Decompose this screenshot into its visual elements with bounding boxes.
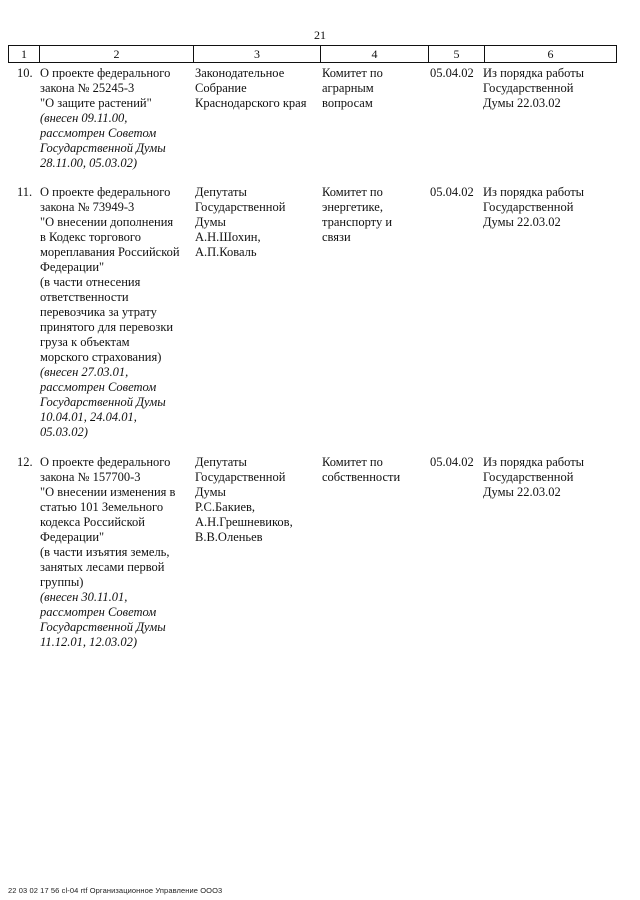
cell-line: в Кодекс торгового [40,230,141,244]
cell-line: Краснодарского края [195,96,307,110]
cell-line: Государственной [195,200,286,214]
cell-line: собственности [322,470,401,484]
cell-line: закона № 157700-3 [40,470,141,484]
cell-line: "О защите растений" [40,96,152,110]
bill-title [40,185,192,440]
cell-line: Государственной Думы [40,395,166,409]
cell-line: мореплавания Российской [40,245,180,259]
cell-line: груза к объектам [40,335,130,349]
responsible-committee [322,185,427,245]
header-col-6: 6 [547,47,554,61]
responsible-committee [322,66,427,111]
cell-line: рассмотрен Советом [40,126,157,140]
cell-line: транспорту и [322,215,393,229]
cell-line: Государственной [483,470,574,484]
review-date: 05.04.02 [430,455,474,469]
cell-line: "О внесении изменения в [40,485,176,499]
cell-line: Думы 22.03.02 [483,96,561,110]
basis-note [483,66,613,111]
cell-line: группы) [40,575,84,589]
cell-line: вопросам [322,96,373,110]
review-date: 05.04.02 [430,66,474,80]
cell-line: А.П.Коваль [195,245,257,259]
cell-line: Р.С.Бакиев, [195,500,256,514]
review-date: 05.04.02 [430,185,474,199]
cell-line: закона № 73949-3 [40,200,135,214]
cell-line: А.Н.Грешневиков, [195,515,293,529]
cell-line: "О внесении дополнения [40,215,174,229]
cell-line: Думы [195,485,226,499]
cell-line: закона № 25245-3 [40,81,135,95]
cell-line: Депутаты [195,185,247,199]
row-number: 10. [17,66,33,80]
cell-line: Законодательное [195,66,285,80]
cell-line: перевозчика за утрату [40,305,157,319]
cell-line: Государственной [195,470,286,484]
cell-line: 11.12.01, 12.03.02) [40,635,137,649]
header-col-1: 1 [9,46,40,62]
cell-line: (внесен 09.11.00, [40,111,128,125]
cell-line: В.В.Оленьев [195,530,263,544]
cell-line: (в части изъятия земель, [40,545,170,559]
row-number: 12. [17,455,33,469]
cell-line: Депутаты [195,455,247,469]
cell-line: (внесен 30.11.01, [40,590,128,604]
cell-line: Из порядка работы [483,185,585,199]
cell-line: Комитет по [322,66,383,80]
cell-line: рассмотрен Советом [40,605,157,619]
cell-line: связи [322,230,351,244]
cell-line: принятого для перевозки [40,320,174,334]
cell-line: Комитет по [322,185,383,199]
cell-line: кодекса Российской [40,515,145,529]
cell-line: О проекте федерального [40,66,171,80]
cell-line: Думы [195,215,226,229]
cell-line: Федерации" [40,260,105,274]
cell-line: А.Н.Шохин, [195,230,261,244]
cell-line: энергетике, [322,200,383,214]
cell-line: Государственной Думы [40,141,166,155]
header-col-4: 4 [321,46,429,62]
table-header [8,45,617,63]
bill-author [195,185,319,260]
basis-note [483,455,613,500]
bill-author [195,66,319,111]
cell-line: ответственности [40,290,129,304]
bill-title [40,66,192,171]
cell-line: О проекте федерального [40,185,171,199]
cell-line: Думы 22.03.02 [483,215,561,229]
cell-line: 05.03.02) [40,425,88,439]
cell-line: 28.11.00, 05.03.02) [40,156,137,170]
header-col-5: 5 [429,46,485,62]
cell-line: Государственной [483,81,574,95]
cell-line: занятых лесами первой [40,560,165,574]
cell-line: 10.04.01, 24.04.01, [40,410,137,424]
header-col-2: 2 [40,46,194,62]
responsible-committee [322,455,427,485]
cell-line: статью 101 Земельного [40,500,164,514]
cell-line: Думы 22.03.02 [483,485,561,499]
header-col-3: 3 [194,46,321,62]
document-footer: 22 03 02 17 56 cl-04 rtf Организационное Управление ООО3 [8,886,223,895]
cell-line: Из порядка работы [483,66,585,80]
row-number: 11. [17,185,33,199]
cell-line: Государственной Думы [40,620,166,634]
cell-line: Федерации" [40,530,105,544]
basis-note [483,185,613,230]
cell-line: морского страхования) [40,350,162,364]
page-number: 21 [314,28,326,42]
cell-line: (в части отнесения [40,275,141,289]
cell-line: Комитет по [322,455,383,469]
cell-line: аграрным [322,81,374,95]
cell-line: рассмотрен Советом [40,380,157,394]
cell-line: (внесен 27.03.01, [40,365,129,379]
cell-line: Государственной [483,200,574,214]
bill-author [195,455,319,545]
cell-line: Из порядка работы [483,455,585,469]
cell-line: О проекте федерального [40,455,171,469]
cell-line: Собрание [195,81,247,95]
bill-title [40,455,192,650]
